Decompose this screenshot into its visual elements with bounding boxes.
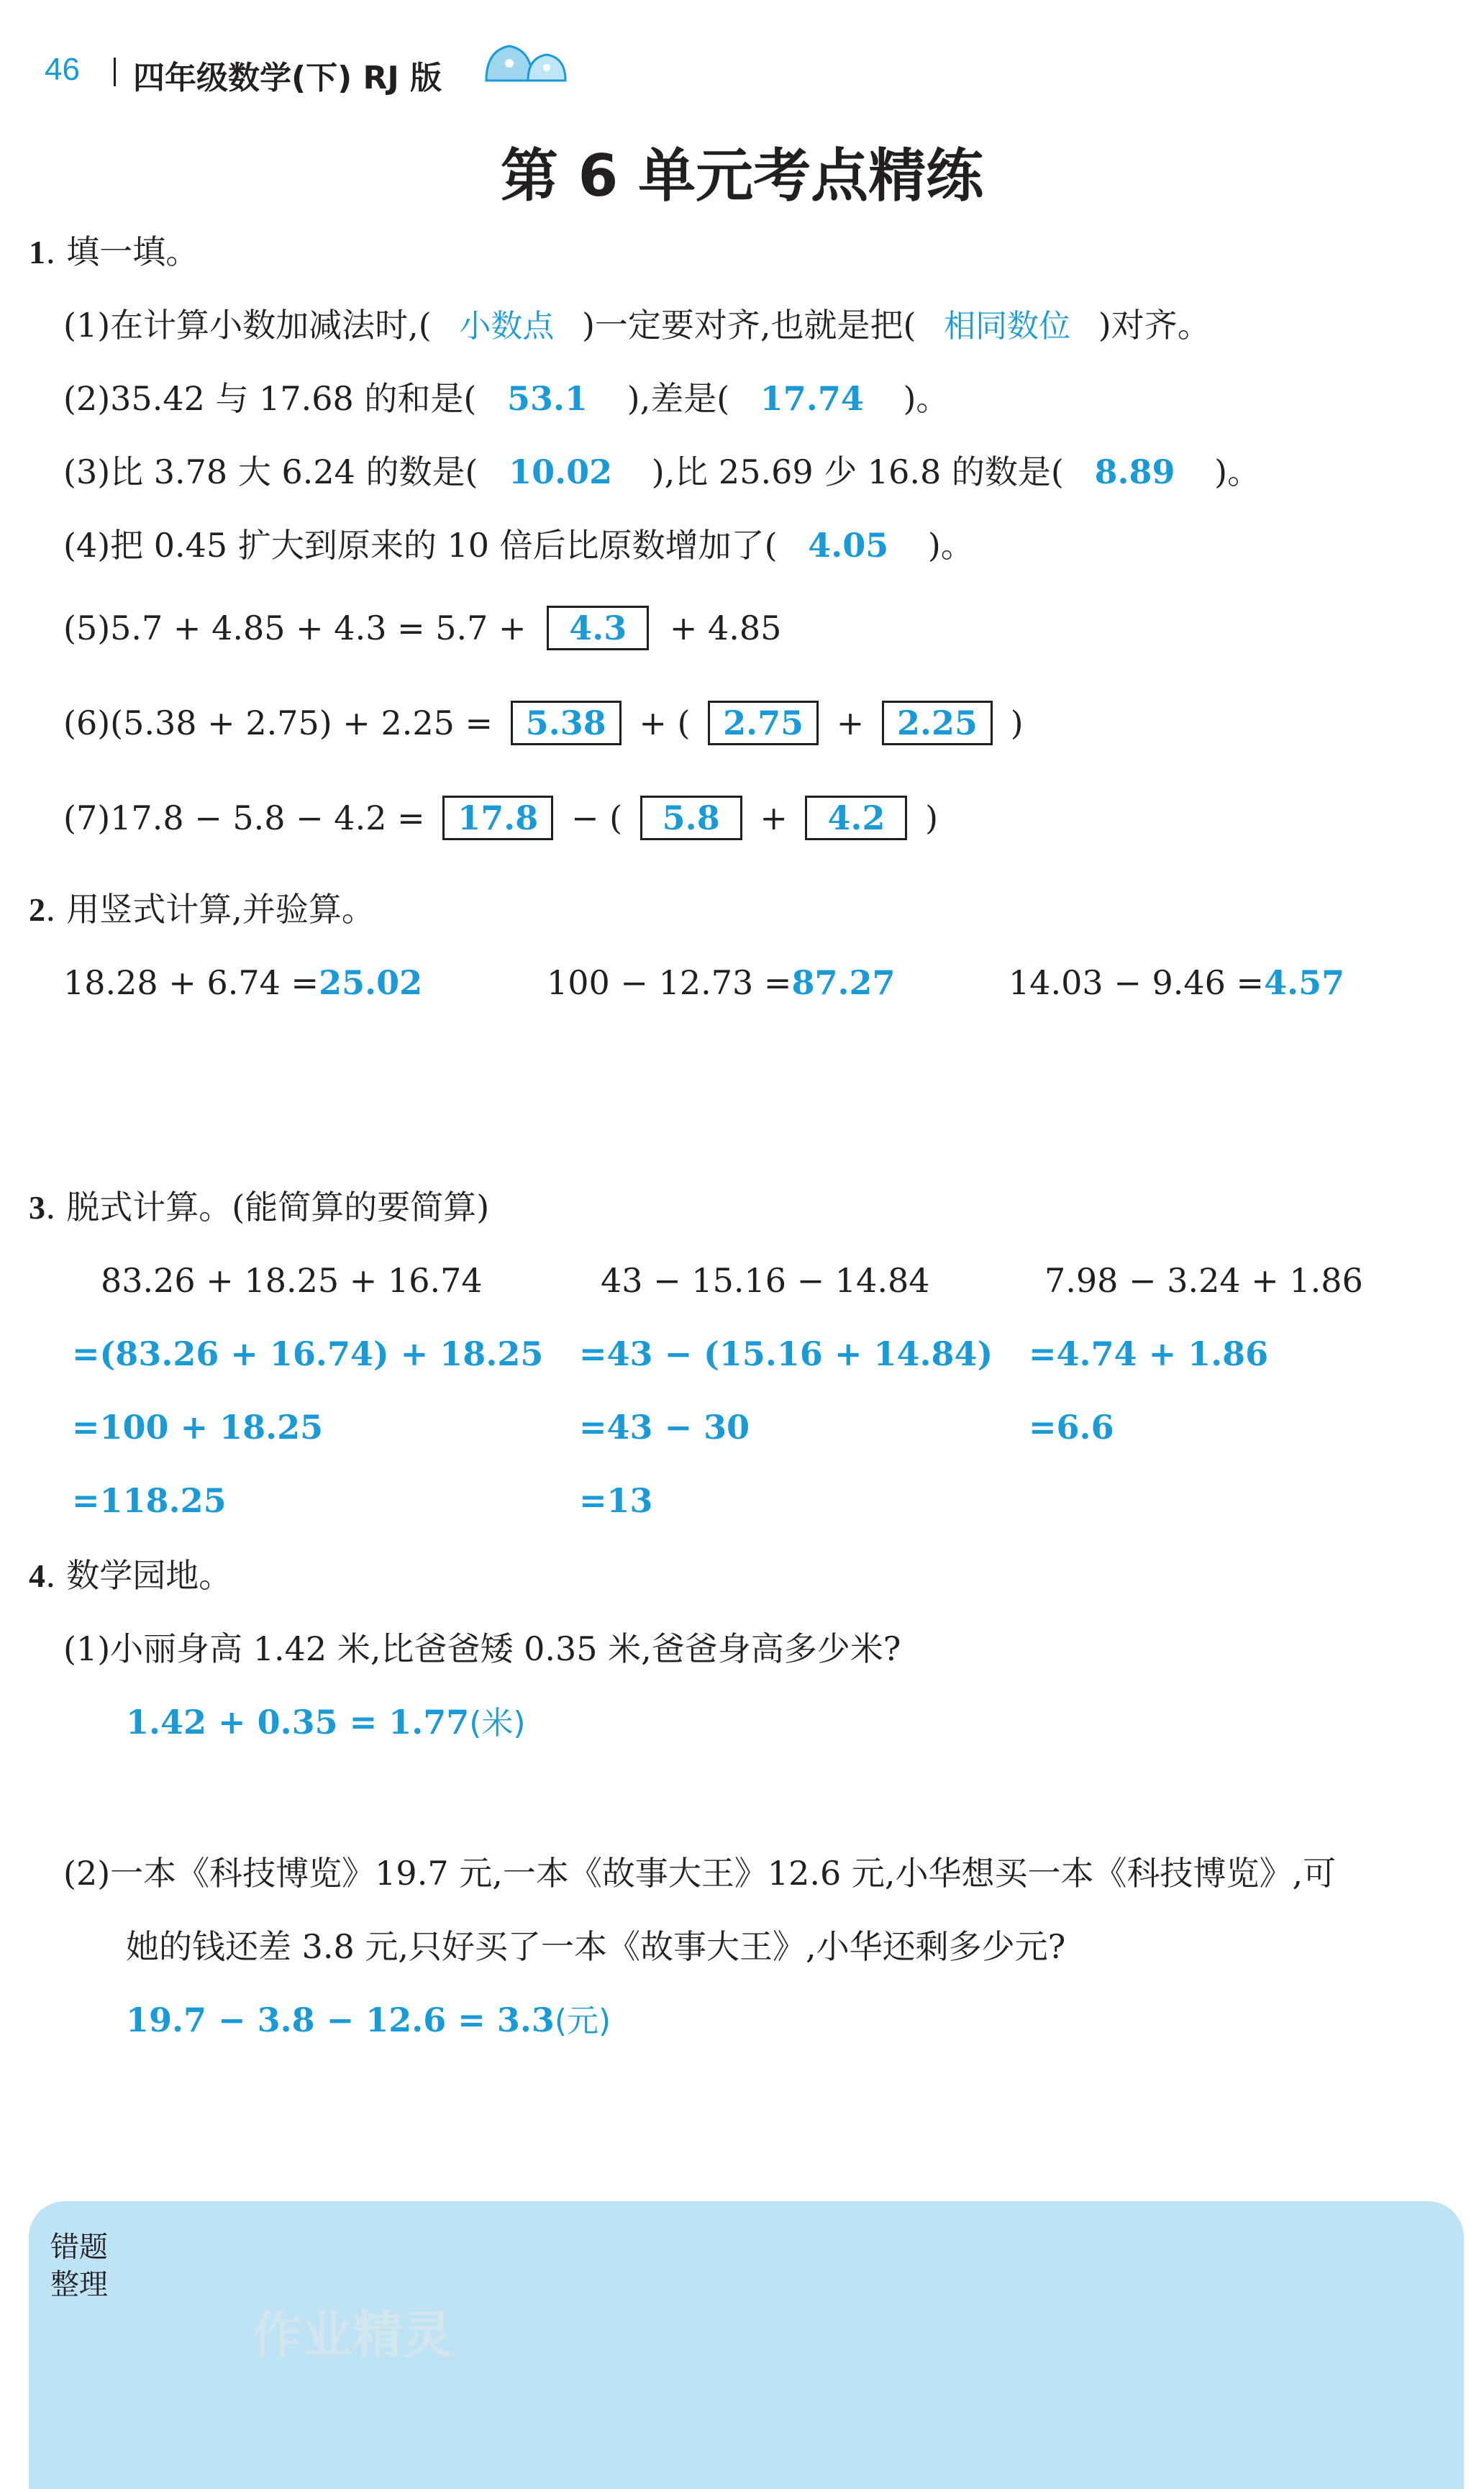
q4-problem-1: (1)小丽身高 1.42 米,比爸爸矮 0.35 米,爸爸身高多少米? — [63, 1629, 901, 1668]
q1-item-3 — [63, 450, 1260, 493]
q2-answer: 87.27 — [791, 963, 896, 1002]
q1-heading — [29, 230, 199, 274]
q1-item-3-text-mid: ),比 25.69 少 16.8 的数是( — [651, 452, 1064, 491]
q3-step: =100 + 18.25 — [72, 1408, 324, 1447]
q3-step: =13 — [579, 1481, 653, 1520]
answer-blank: 17.74 — [760, 379, 864, 418]
q1-item-7-text: (7)17.8 − 5.8 − 4.2 = — [63, 798, 425, 837]
q1-item-5-text: (5)5.7 + 4.85 + 4.3 = 5.7 + — [63, 609, 527, 647]
q4-answer-unit: (米) — [469, 1705, 526, 1742]
q4-heading — [29, 1554, 232, 1598]
q1-item-2 — [63, 377, 949, 420]
q3-heading — [29, 1186, 489, 1229]
q1-item-1-text: (1)在计算小数加减法时,( — [63, 306, 432, 345]
q2-heading — [29, 888, 375, 932]
q3-expr-2: 43 − 15.16 − 14.84 — [601, 1261, 930, 1300]
answer-blank: 小数点 — [459, 308, 555, 345]
q2-problem-2 — [547, 961, 896, 1004]
q4-number: 4 — [29, 1557, 45, 1594]
q2-expr: 18.28 + 6.74 = — [63, 963, 319, 1002]
q1-item-1-text-end: )对齐。 — [1098, 306, 1211, 345]
q1-item-1 — [63, 304, 1211, 348]
q1-item-3-text-end: )。 — [1214, 452, 1261, 491]
q3-title: . 脱式计算。(能简算的要简算) — [45, 1188, 490, 1227]
answer-box: 4.3 — [547, 606, 649, 650]
q3-expr-1: 83.26 + 18.25 + 16.74 — [101, 1261, 483, 1300]
answer-blank: 4.05 — [808, 526, 889, 565]
header-title: 四年级数学(下) RJ 版 — [133, 60, 442, 96]
answer-box: 2.75 — [708, 701, 819, 745]
q3-step: =118.25 — [72, 1481, 227, 1520]
q1-item-5 — [63, 606, 781, 650]
q3-number: 3 — [29, 1189, 45, 1226]
answer-blank: 10.02 — [509, 452, 613, 491]
q2-answer: 25.02 — [319, 963, 423, 1002]
q2-expr: 100 − 12.73 = — [547, 963, 792, 1002]
header-logo-icon — [481, 36, 574, 89]
q1-item-4 — [63, 524, 974, 567]
q3-step: =4.74 + 1.86 — [1029, 1334, 1269, 1373]
answer-box: 5.38 — [511, 701, 622, 745]
answer-blank: 8.89 — [1094, 452, 1175, 491]
q1-item-2-text-mid: ),差是( — [627, 379, 730, 418]
q2-expr: 14.03 − 9.46 = — [1009, 963, 1265, 1002]
q2-number: 2 — [29, 891, 45, 928]
answer-blank: 53.1 — [506, 379, 588, 418]
q3-step: =43 − 30 — [579, 1408, 750, 1447]
q4-problem-2-line1: (2)一本《科技博览》19.7 元,一本《故事大王》12.6 元,小华想买一本《科技博览》,可 — [63, 1854, 1337, 1893]
q1-item-3-text: (3)比 3.78 大 6.24 的数是( — [63, 452, 478, 491]
q1-item-6 — [63, 701, 1024, 745]
q1-item-6-text: (6)(5.38 + 2.75) + 2.25 = — [63, 704, 493, 742]
answer-box: 17.8 — [442, 796, 553, 840]
error-notes-box — [29, 2201, 1464, 2489]
answer-box: 5.8 — [640, 796, 742, 840]
q1-item-2-text-end: )。 — [903, 379, 950, 418]
q2-problem-1 — [63, 961, 422, 1004]
q1-item-4-text-end: )。 — [927, 526, 974, 565]
q3-step: =43 − (15.16 + 14.84) — [579, 1334, 993, 1373]
q1-item-6-op: + ( — [639, 704, 691, 742]
q1-item-1-text-mid: )一定要对齐,也就是把( — [581, 306, 916, 345]
q4-answer-expr: 1.42 + 0.35 = 1.77 — [126, 1703, 470, 1742]
q1-item-5-text-end: + 4.85 — [669, 609, 782, 647]
error-notes-label-line2: 整理 — [50, 2268, 108, 2301]
q1-item-2-text: (2)35.42 与 17.68 的和是( — [63, 379, 477, 418]
q4-answer-2 — [126, 1998, 611, 2043]
q2-title: . 用竖式计算,并验算。 — [45, 890, 375, 929]
error-notes-label — [50, 2229, 108, 2303]
q1-item-7-op: − ( — [570, 798, 623, 837]
q1-item-7 — [63, 796, 938, 840]
error-notes-label-line1: 错题 — [50, 2231, 108, 2264]
unit-title: 第 6 单元考点精练 — [500, 142, 984, 209]
q2-problem-3 — [1009, 961, 1344, 1004]
answer-box: 4.2 — [805, 796, 907, 840]
q4-title: . 数学园地。 — [45, 1556, 232, 1595]
header-divider — [114, 58, 116, 86]
q1-item-4-text: (4)把 0.45 扩大到原来的 10 倍后比原数增加了( — [63, 526, 778, 565]
page-number: 46 — [45, 52, 80, 87]
q3-step: =6.6 — [1029, 1408, 1114, 1447]
answer-blank: 相同数位 — [944, 308, 1071, 345]
q2-answer: 4.57 — [1264, 963, 1345, 1002]
q3-expr-3: 7.98 − 3.24 + 1.86 — [1044, 1261, 1363, 1300]
watermark-text: 作业精灵 — [252, 2306, 453, 2365]
q4-answer-1 — [126, 1701, 526, 1745]
q3-step: =(83.26 + 16.74) + 18.25 — [72, 1334, 544, 1373]
answer-box: 2.25 — [882, 701, 993, 745]
q1-item-6-text-end: ) — [1010, 704, 1024, 742]
q1-item-7-op: + — [760, 798, 788, 837]
q1-item-7-text-end: ) — [925, 798, 939, 837]
q1-number: 1 — [29, 234, 45, 270]
q1-item-6-op: + — [836, 704, 865, 742]
q4-problem-2-line2: 她的钱还差 3.8 元,只好买了一本《故事大王》,小华还剩多少元? — [126, 1927, 1066, 1966]
q4-answer-unit: (元) — [554, 2003, 611, 2039]
q1-title: . 填一填。 — [45, 232, 199, 271]
q4-answer-expr: 19.7 − 3.8 − 12.6 = 3.3 — [126, 2001, 555, 2039]
